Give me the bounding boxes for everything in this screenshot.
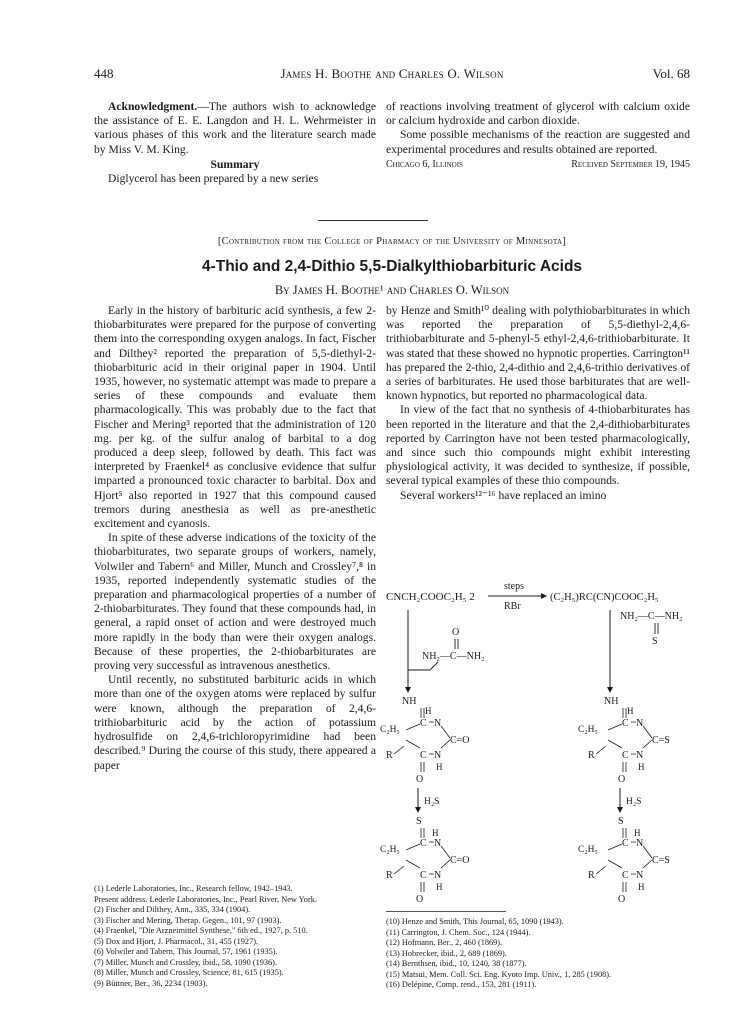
svg-text:C: C [622, 870, 629, 881]
footnote: (14) Bernthsen, ibid., 10, 1240, 38 (1877). [386, 959, 527, 968]
svg-text:C₂H₅: C₂H₅ [578, 845, 598, 855]
svg-text:O: O [618, 894, 626, 905]
signature-place: Chicago 6, Illinois [386, 158, 463, 170]
svg-text:R: R [386, 750, 393, 761]
svg-text:C₂H₅: C₂H₅ [380, 845, 400, 855]
svg-text:NH: NH [402, 696, 417, 707]
prev-article-right-column [386, 100, 690, 172]
compound-right-1 [578, 696, 670, 785]
svg-text:R: R [588, 750, 595, 761]
page-header [94, 66, 690, 82]
svg-text:C: C [622, 718, 629, 729]
svg-text:N: N [434, 718, 442, 729]
svg-text:R: R [386, 870, 393, 881]
svg-text:C=O: C=O [450, 735, 470, 746]
svg-text:N: N [434, 838, 442, 849]
article-title: 4-Thio and 2,4-Dithio 5,5-Dialkylthiobarbituric Acids [201, 258, 583, 275]
svg-text:H: H [432, 828, 439, 838]
urea-oxygen: O [452, 627, 460, 638]
body-paragraph: Until recently, no substituted barbituric acids in which more than one of the oxygen atoms were replaced by sulfur were known, although the preparation of 2,4,6-trithiobarbituric acid by the action of potassium hydrosulfide on 2,4,6-trichloropyrimidine had been described.⁹ During the course of this study, there appeared a paper [94, 673, 376, 772]
urea-formula: NH₂—C—NH₂ [422, 651, 485, 662]
footnote-rule [386, 911, 506, 912]
svg-text:C: C [622, 838, 629, 849]
footnote: (16) Delépine, Comp. rend., 153, 281 (1911). [386, 980, 537, 989]
svg-text:C₂H₅: C₂H₅ [578, 725, 598, 735]
compound-left-2 [380, 816, 470, 905]
svg-text:C: C [420, 870, 427, 881]
summary-paragraph-2: Some possible mechanisms of the reaction are suggested and experimental procedures and results obtained are reported. [386, 128, 690, 156]
acknowledgment-text: —The authors wish to acknowledge the assistance of E. E. Langdon and H. L. Wehrmeister in various phases of this work and the literature search made by Miss V. M. King. [94, 100, 376, 156]
footnote: (11) Carrington, J. Chem. Soc., 124 (1944). [386, 927, 531, 937]
svg-text:C: C [420, 750, 427, 761]
footnote: Present address. Lederle Laboratories, Inc., Pearl River, New York. [94, 894, 317, 904]
footnote: (9) Büttner, Ber., 36, 2234 (1903). [94, 978, 208, 988]
volume-number: Vol. 68 [652, 66, 690, 81]
footnote: (15) Matsui, Mem. Coll. Sci. Eng. Kyoto Imp. Univ., 1, 285 (1908). [386, 969, 612, 979]
svg-text:C₂H₅: C₂H₅ [380, 725, 400, 735]
footnote: (1) Lederle Laboratories, Inc., Research fellow, 1942–1943. [94, 884, 293, 893]
h2s-label-right: H₂S [626, 797, 642, 807]
h2s-label-left: H₂S [424, 797, 440, 807]
reaction-scheme-svg [378, 580, 698, 910]
compound-right-2 [578, 816, 670, 905]
svg-text:R: R [588, 870, 595, 881]
svg-text:H: H [638, 882, 645, 892]
footnote: (10) Henze and Smith, This Journal, 65, 1090 (1943). [386, 917, 564, 926]
footnote: (4) Fraenkel, "Die Arzneimittel Synthese," 6th ed., 1927, p. 510. [94, 926, 308, 935]
footnote: (3) Fischer and Mering, Therap. Gegen., 101, 97 (1903). [94, 915, 282, 925]
footnote: (13) Hobrecker, ibid., 2, 689 (1869). [386, 948, 507, 958]
svg-text:NH: NH [604, 696, 619, 707]
svg-text:O: O [416, 894, 424, 905]
reactant-formula: CNCH₂COOC₂H₅ 2 [386, 591, 475, 603]
svg-text:S: S [416, 816, 422, 827]
product-formula: (C₂H₅)RC(CN)COOC₂H₅ [550, 592, 659, 603]
svg-text:H: H [627, 706, 634, 716]
thiourea-formula: NH₂—C—NH₂ [620, 611, 683, 622]
svg-text:H: H [436, 762, 443, 772]
footnote: (5) Dox and Hjort, J. Pharmacol., 31, 455 (1927). [94, 936, 259, 946]
footnote: (8) Miller, Munch and Crossley, Science, 81, 615 (1935). [94, 968, 284, 977]
body-paragraph: In spite of these adverse indications of the toxicity of the thiobarbiturates, two separate groups of workers, namely, Volwiler and Tabern⁶ and Miller, Munch and Crossley⁷,⁸ in 1935, reported independently systematic studies of the preparation and pharmacological properties of a number of 2-thiobarbiturates. They found that these compounds had, in general, a rapid onset of action and were destroyed much more rapidly in the body than were their oxygen analogs. Because of these properties, the 2-thiobarbiturates are proving very successful as intravenous anesthetics. [94, 531, 376, 673]
footnotes-right [386, 917, 690, 991]
svg-text:S: S [618, 816, 624, 827]
svg-text:C: C [622, 750, 629, 761]
article-right-column [386, 304, 690, 503]
reaction-scheme [378, 580, 698, 910]
body-paragraph: Early in the history of barbituric acid synthesis, a few 2-thiobarbiturates were prepared for the purpose of converting them into the corresponding oxygen analogs. In fact, Fischer and Dilthey² reported the preparation of 5,5-diethyl-2-thiobarbituric acid in their original paper in 1904. Until 1935, however, no systematic attempt was made to prepare a series of these compounds and evaluate them pharmacologically. This was probably due to the fact that Fischer and Mering³ reported that the administration of 120 mg. per kg. of the sulfur analog of barbital to a dog produced a deep sleep, followed by death. This fact was interpreted by Fraenkel⁴ as conclusive evidence that sulfur imparted a pronounced toxic character to barbital. Dox and Hjort⁵ also reported in 1927 that this compound caused tremors during anesthesia as well as pre-anesthetic excitement and cyanosis. [94, 304, 376, 531]
thiourea-sulfur: S [652, 636, 658, 647]
footnotes-left [94, 884, 376, 989]
footnote: (2) Fischer and Dilthey, Ann., 335, 334 (1904). [94, 905, 251, 914]
article-separator [318, 220, 428, 221]
svg-text:N: N [636, 718, 644, 729]
svg-text:C=S: C=S [652, 735, 670, 746]
prev-article-left-column [94, 100, 376, 186]
summary-text: Diglycerol has been prepared by a new series [108, 172, 319, 186]
footnote: (12) Hofmann, Ber., 2, 460 (1869). [386, 938, 503, 947]
svg-text:O: O [618, 774, 626, 785]
body-paragraph: Several workers¹²⁻¹⁶ have replaced an imino [400, 488, 607, 502]
summary-heading: Summary [210, 157, 260, 171]
footnote: (7) Miller, Munch and Crossley, ibid., 58, 1090 (1936). [94, 957, 278, 967]
svg-text:H: H [638, 762, 645, 772]
article-byline: By James H. Boothe¹ and Charles O. Wilson [274, 283, 510, 297]
svg-text:H: H [634, 828, 641, 838]
svg-text:N: N [434, 870, 442, 881]
steps-label: steps [504, 581, 524, 592]
footnote: (6) Volwiler and Tabern, This Journal, 57, 1961 (1935). [94, 947, 278, 956]
svg-text:N: N [636, 870, 644, 881]
body-paragraph: In view of the fact that no synthesis of 4-thiobarbiturates has been reported in the literature and that the 2,4-dithiobarbiturates reported by Carrington have not been tested pharmacologically, and since such thio compounds might exhibit interesting physiological activity, it was decided to synthesize, if possible, several typical examples of these thio compounds. [386, 403, 690, 488]
body-paragraph: by Henze and Smith¹⁰ dealing with polythiobarbiturates in which was reported the preparation of 5,5-diethyl-2,4,6-trithiobarbiturate and 5-phenyl-5 ethyl-2,4,6-trithiobarbiturate. It was stated that these showed no hypnotic properties. Carrington¹¹ has prepared the 2-thio, 2,4-dithio and 2,4,6-trithio derivatives of a series of barbiturates. He used those barbiturates that are well-known hypnotics, but reported no pharmacological data. [386, 304, 690, 403]
svg-text:N: N [434, 750, 442, 761]
signature-line [386, 158, 690, 172]
svg-text:H: H [425, 706, 432, 716]
compound-left-1 [380, 696, 470, 785]
svg-text:N: N [636, 750, 644, 761]
acknowledgment-paragraph [94, 100, 376, 157]
summary-continuation: of reactions involving treatment of glycerol with calcium oxide or calcium hydroxide and carbon dioxide. [386, 100, 690, 128]
acknowledgment-title: Acknowledgment. [108, 100, 198, 113]
page-number: 448 [94, 66, 114, 81]
received-date: Received September 19, 1945 [571, 158, 690, 170]
svg-text:C=S: C=S [652, 855, 670, 866]
svg-text:C: C [420, 718, 427, 729]
svg-text:H: H [436, 882, 443, 892]
rbr-label: RBr [504, 601, 521, 612]
svg-text:O: O [416, 774, 424, 785]
contribution-line: [Contribution from the College of Pharmacy of the University of Minnesota] [217, 236, 567, 247]
running-title: James H. Boothe and Charles O. Wilson [280, 66, 504, 81]
svg-text:C=O: C=O [450, 855, 470, 866]
svg-text:N: N [636, 838, 644, 849]
article-left-column [94, 304, 376, 773]
svg-text:C: C [420, 838, 427, 849]
